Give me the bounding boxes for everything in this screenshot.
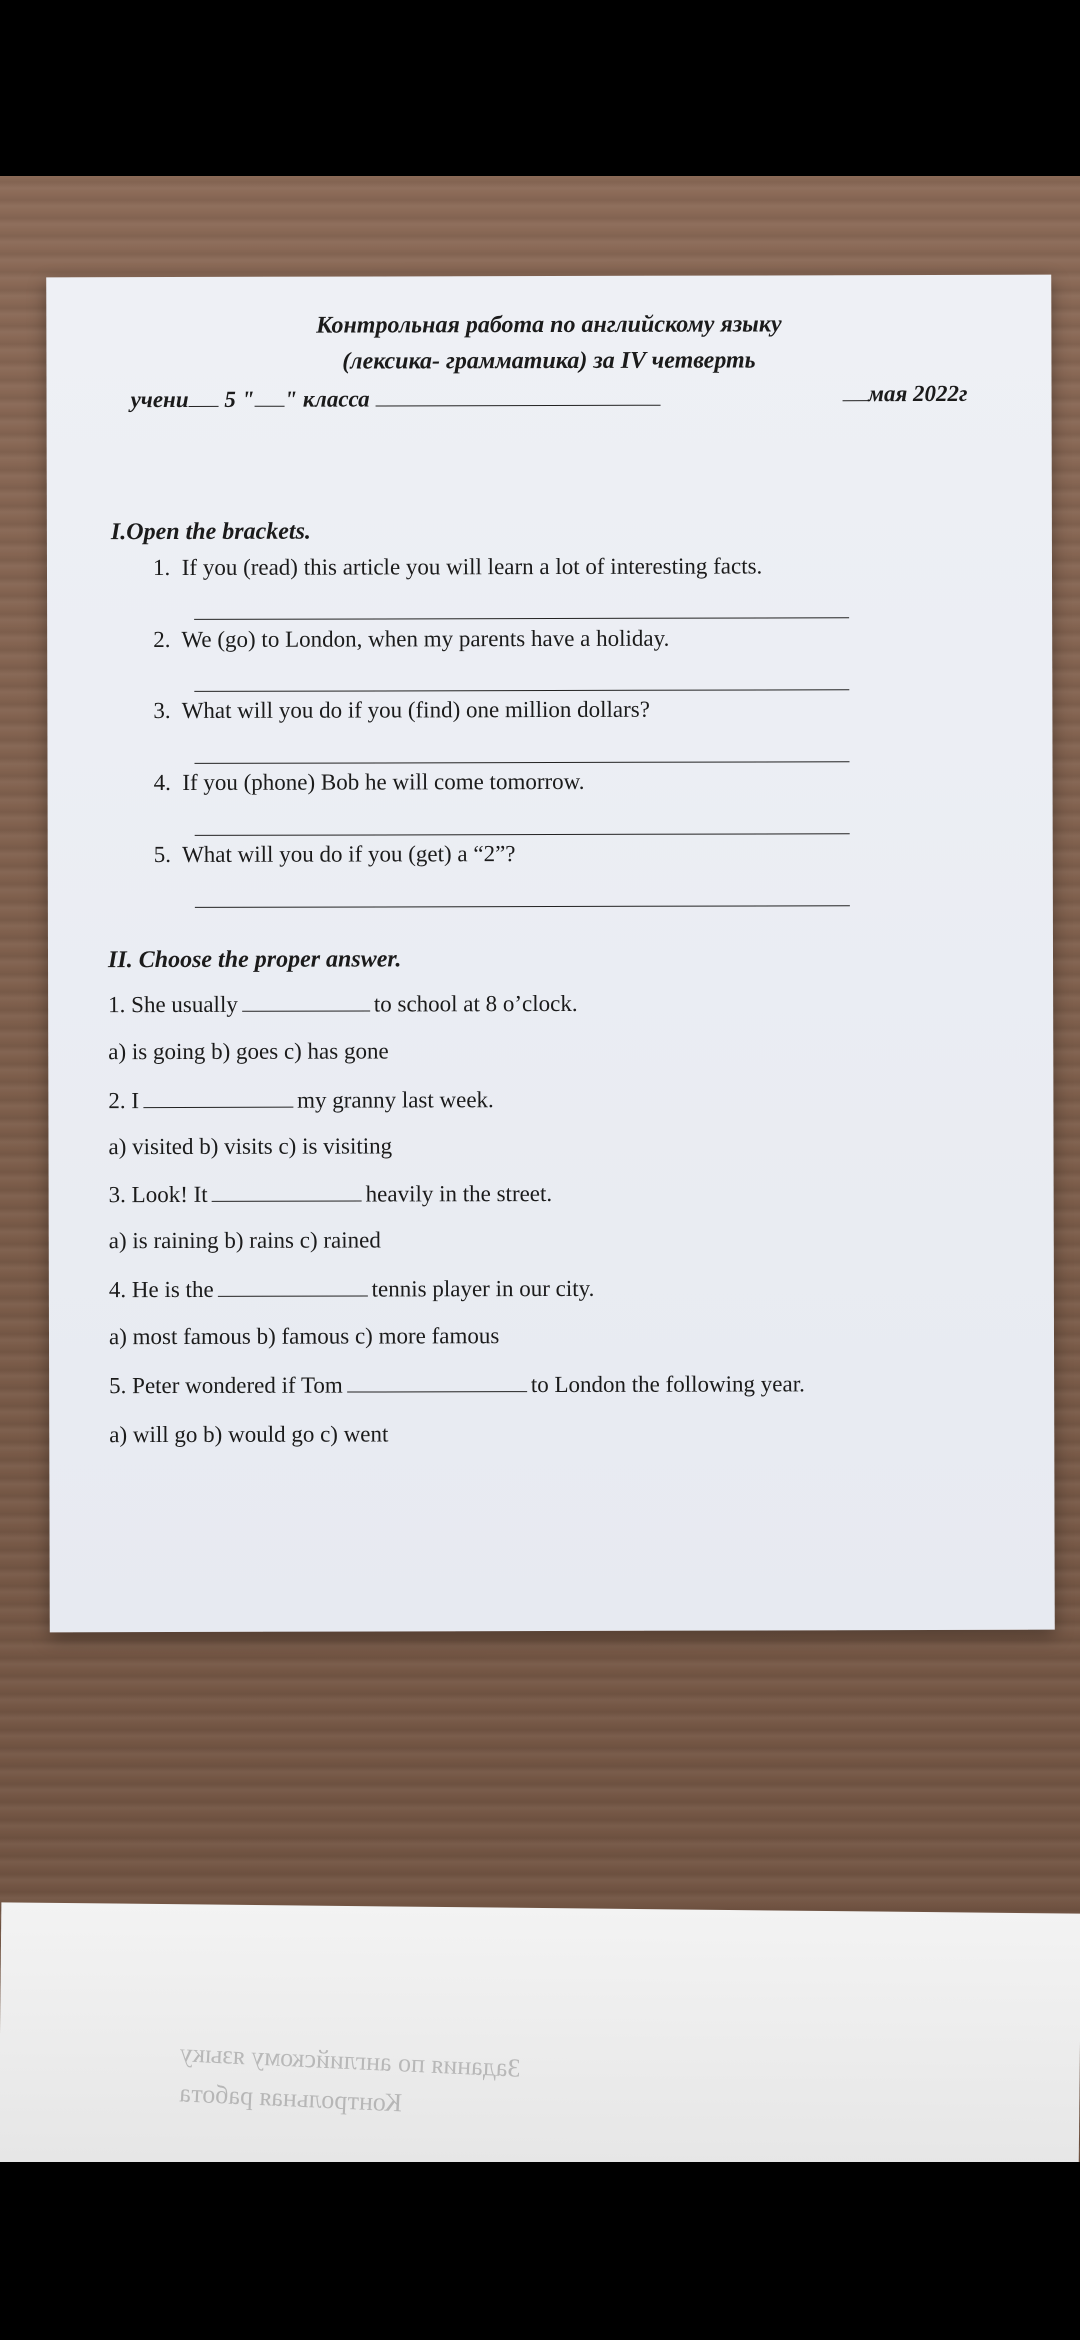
question-end: to school at 8 o’clock. — [373, 990, 578, 1017]
task-number: 2. — [153, 626, 171, 653]
date-field — [842, 380, 967, 407]
class-word: " класса — [284, 386, 370, 412]
question-start: 2. I — [108, 1088, 140, 1114]
date-suffix: мая 2022г — [868, 380, 968, 407]
task-5 — [154, 841, 516, 868]
section2-heading: II. Choose the proper answer. — [107, 946, 402, 974]
question-start: 3. Look! It — [108, 1181, 208, 1208]
task-text: What will you do if you (find) one million dollars? — [181, 696, 650, 723]
page-title: Контрольная работа по английскому языку — [316, 311, 782, 339]
task-text: What will you do if you (get) a “2”? — [182, 841, 516, 867]
question-4 — [109, 1275, 595, 1303]
name-blank — [375, 385, 660, 407]
task-text: If you (read) this article you will learn a lot of interesting facts. — [181, 553, 763, 580]
answer-blank — [212, 1180, 362, 1201]
day-blank — [842, 380, 868, 401]
answer-line-3 — [194, 761, 849, 764]
question-1 — [108, 990, 578, 1018]
page-subtitle: (лексика- грамматика) за IV четверть — [342, 347, 756, 375]
options-4: a) most famous b) famous c) more famous — [108, 1323, 500, 1350]
options-2: a) visited b) visits c) is visiting — [108, 1133, 393, 1160]
question-end: heavily in the street. — [365, 1180, 553, 1207]
blank-line — [189, 386, 219, 407]
question-end: to London the following year. — [530, 1371, 805, 1398]
task-2 — [153, 626, 669, 653]
task-number: 3. — [153, 697, 171, 724]
question-5 — [109, 1370, 805, 1399]
task-number: 1. — [152, 554, 171, 581]
task-3 — [153, 697, 650, 724]
question-3 — [109, 1180, 553, 1208]
answer-line-5 — [195, 905, 850, 908]
question-start: 5. Peter wondered if Tom — [109, 1372, 343, 1399]
task-number: 4. — [153, 769, 171, 796]
task-text: We (go) to London, when my parents have a holiday. — [181, 625, 670, 652]
student-prefix: учени — [130, 386, 189, 413]
options-5: a) will go b) would go c) went — [109, 1421, 389, 1448]
grade-number: 5 — [224, 386, 236, 412]
answer-line-2 — [194, 689, 849, 692]
worksheet-page — [46, 275, 1055, 1633]
blank-line — [254, 386, 284, 407]
answer-blank — [143, 1087, 293, 1108]
mirrored-text-line-2: Контрольная работа — [178, 2078, 403, 2118]
question-start: 1. She usually — [108, 991, 238, 1018]
question-2 — [108, 1086, 493, 1114]
answer-line-1 — [194, 617, 849, 620]
task-4 — [154, 769, 585, 796]
answer-blank — [218, 1275, 368, 1296]
photo-background — [0, 176, 1080, 2162]
options-1: a) is going b) goes c) has gone — [108, 1038, 389, 1065]
student-class-line: учени 5 " " класса — [131, 385, 661, 413]
answer-blank — [242, 990, 370, 1011]
question-start: 4. He is the — [108, 1276, 214, 1303]
section1-heading: I.Open the brackets. — [110, 518, 311, 546]
task-text: If you (phone) Bob he will come tomorrow. — [182, 768, 585, 795]
mirrored-text-line-1: Задания по английскому языку — [179, 2038, 522, 2083]
answer-line-4 — [195, 833, 850, 836]
options-3: a) is raining b) rains c) rained — [108, 1227, 381, 1254]
question-end: tennis player in our city. — [371, 1275, 595, 1302]
second-sheet — [0, 1902, 1080, 2162]
task-1 — [153, 553, 762, 581]
question-end: my granny last week. — [297, 1087, 494, 1113]
answer-blank — [347, 1371, 527, 1392]
task-number: 5. — [153, 841, 172, 868]
